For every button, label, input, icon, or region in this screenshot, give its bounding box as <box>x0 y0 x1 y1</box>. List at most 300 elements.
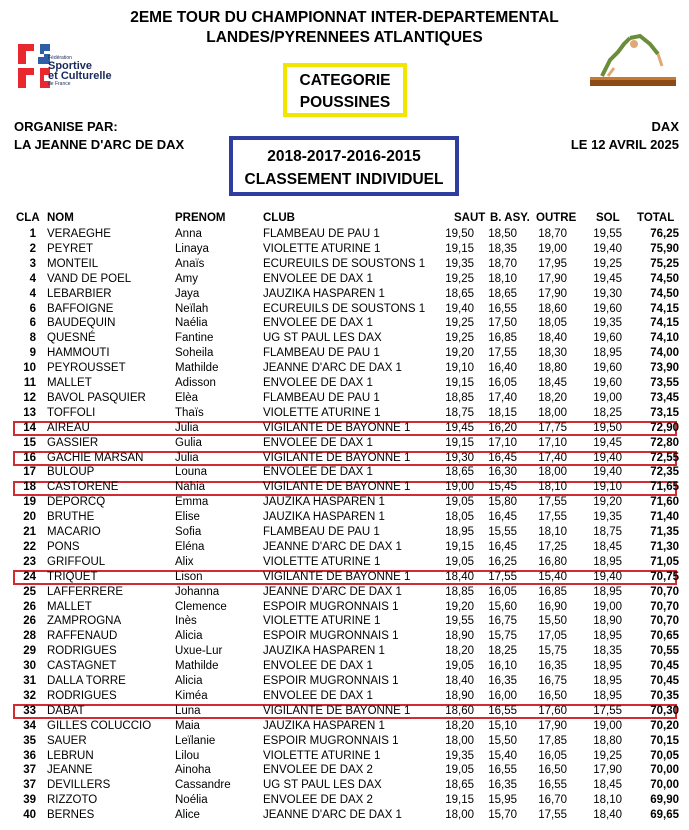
cell-prenom: Cassandre <box>175 779 231 792</box>
cell-outre: 16,05 <box>538 749 567 762</box>
cell-club: ENVOLEE DE DAX 1 <box>263 689 373 702</box>
cell-saut: 18,85 <box>445 391 474 404</box>
cell-saut: 18,75 <box>445 406 474 419</box>
cell-sol: 18,95 <box>593 660 622 673</box>
cell-prenom: Lison <box>175 570 203 583</box>
cell-barres: 18,25 <box>488 645 517 658</box>
cell-nom: TRIQUET <box>47 570 98 583</box>
cell-sol: 18,95 <box>593 675 622 687</box>
cell-sol: 18,90 <box>593 615 622 628</box>
cell-outre: 17,90 <box>538 272 567 285</box>
table-row <box>0 465 689 480</box>
cell-nom: LEBARBIER <box>47 287 112 300</box>
cell-rank: 26 <box>23 600 36 613</box>
col-sol: SOL <box>596 212 620 224</box>
table-row <box>0 287 689 302</box>
col-outre: OUTRE <box>536 212 577 224</box>
cell-club: JEANNE D'ARC DE DAX 1 <box>263 809 402 822</box>
cell-prenom: Nahia <box>175 481 206 494</box>
cell-outre: 18,80 <box>538 362 567 375</box>
cell-prenom: Fantine <box>175 332 214 345</box>
table-row <box>0 376 689 391</box>
table-row <box>0 614 689 629</box>
cell-club: VIGILANTE DE BAYONNE 1 <box>263 481 411 494</box>
cell-prenom: Lilou <box>175 749 200 762</box>
cell-prenom: Kiméa <box>175 689 208 702</box>
cell-saut: 19,45 <box>445 421 474 434</box>
cell-total: 70,00 <box>650 779 679 792</box>
cell-rank: 37 <box>23 764 36 777</box>
cell-sol: 19,00 <box>593 391 622 404</box>
cell-barres: 16,10 <box>488 660 517 673</box>
table-row <box>0 391 689 406</box>
cell-rank: 1 <box>29 228 36 240</box>
cell-total: 71,65 <box>650 481 679 494</box>
cell-nom: AIREAU <box>47 421 90 434</box>
cell-prenom: Eléna <box>175 540 205 553</box>
cell-saut: 19,15 <box>445 377 474 389</box>
cell-barres: 16,85 <box>488 332 517 345</box>
cell-barres: 18,50 <box>488 228 517 240</box>
table-row <box>0 793 689 808</box>
cell-barres: 16,40 <box>488 362 517 375</box>
cell-total: 70,45 <box>650 660 679 673</box>
cell-outre: 18,60 <box>538 302 567 315</box>
table-row <box>0 629 689 644</box>
table-row <box>0 436 689 451</box>
cell-saut: 19,15 <box>445 540 474 553</box>
cell-rank: 35 <box>23 734 36 747</box>
cell-barres: 16,75 <box>488 615 517 628</box>
cell-barres: 16,00 <box>488 689 517 702</box>
table-row <box>0 495 689 510</box>
table-row <box>0 451 689 466</box>
col-total: TOTAL <box>637 212 675 224</box>
cell-prenom: Amy <box>175 272 198 285</box>
cell-club: ECUREUILS DE SOUSTONS 1 <box>263 257 426 270</box>
cell-club: VIGILANTE DE BAYONNE 1 <box>263 704 411 717</box>
cell-outre: 15,75 <box>538 645 567 658</box>
cell-sol: 18,80 <box>593 734 622 747</box>
cell-saut: 19,05 <box>445 555 474 568</box>
cell-saut: 19,25 <box>445 332 474 345</box>
cell-total: 72,55 <box>650 451 679 464</box>
cell-nom: BAFFOIGNE <box>47 302 114 315</box>
cell-prenom: Uxue-Lur <box>175 645 223 658</box>
table-row <box>0 734 689 749</box>
cell-barres: 16,55 <box>488 764 517 777</box>
cell-outre: 15,50 <box>538 615 567 628</box>
table-row <box>0 480 689 495</box>
cell-prenom: Alicia <box>175 675 203 687</box>
years-box <box>229 136 459 196</box>
cell-outre: 18,05 <box>538 317 567 330</box>
cell-barres: 16,35 <box>488 675 517 687</box>
cell-nom: CASTAGNET <box>47 660 117 673</box>
cell-sol: 19,60 <box>593 332 622 345</box>
cell-outre: 17,90 <box>538 719 567 732</box>
cell-sol: 19,20 <box>593 496 622 509</box>
table-row <box>0 808 689 823</box>
cell-barres: 16,35 <box>488 779 517 792</box>
cell-total: 73,15 <box>650 406 679 419</box>
cell-sol: 17,55 <box>593 704 622 717</box>
cell-total: 70,05 <box>650 749 679 762</box>
cell-barres: 17,10 <box>488 436 517 449</box>
cell-total: 72,80 <box>650 436 679 449</box>
cell-prenom: Soheila <box>175 347 214 360</box>
table-row <box>0 272 689 287</box>
cell-sol: 19,60 <box>593 377 622 389</box>
cell-rank: 24 <box>23 570 36 583</box>
cell-outre: 16,50 <box>538 764 567 777</box>
cell-barres: 15,50 <box>488 734 517 747</box>
cell-sol: 18,95 <box>593 630 622 643</box>
category-box <box>283 63 407 117</box>
cell-club: ESPOIR MUGRONNAIS 1 <box>263 600 399 613</box>
cell-sol: 19,55 <box>593 228 622 240</box>
cell-outre: 17,60 <box>538 704 567 717</box>
category-name: POUSSINES <box>299 94 391 111</box>
category-label: CATEGORIE <box>299 72 391 89</box>
cell-total: 70,20 <box>650 719 679 732</box>
cell-total: 73,90 <box>650 362 679 375</box>
cell-rank: 12 <box>23 391 36 404</box>
cell-nom: BRUTHE <box>47 511 95 524</box>
cell-barres: 15,75 <box>488 630 517 643</box>
cell-outre: 18,70 <box>538 228 567 240</box>
cell-sol: 18,45 <box>593 779 622 792</box>
gymnast-beam-illustration <box>588 30 678 92</box>
cell-prenom: Adisson <box>175 377 216 389</box>
cell-saut: 19,35 <box>445 257 474 270</box>
cell-barres: 18,10 <box>488 272 517 285</box>
cell-nom: HAMMOUTI <box>47 347 110 360</box>
cell-club: VIOLETTE ATURINE 1 <box>263 615 381 628</box>
cell-nom: MONTEIL <box>47 257 99 270</box>
cell-outre: 18,10 <box>538 526 567 538</box>
cell-total: 71,40 <box>650 511 679 524</box>
cell-rank: 20 <box>23 511 36 524</box>
cell-rank: 40 <box>23 809 36 822</box>
cell-club: ESPOIR MUGRONNAIS 1 <box>263 734 399 747</box>
cell-outre: 17,05 <box>538 630 567 643</box>
cell-total: 70,35 <box>650 689 679 702</box>
cell-barres: 15,55 <box>488 526 517 538</box>
cell-prenom: Inès <box>175 615 197 628</box>
cell-sol: 18,10 <box>593 794 622 807</box>
cell-saut: 19,20 <box>445 347 474 360</box>
cell-nom: CASTORENE <box>47 481 119 494</box>
cell-nom: VERAEGHE <box>47 228 111 240</box>
cell-sol: 19,40 <box>593 451 622 464</box>
cell-barres: 17,55 <box>488 347 517 360</box>
cell-prenom: Naélia <box>175 317 208 330</box>
cell-barres: 15,45 <box>488 481 517 494</box>
cell-barres: 15,95 <box>488 794 517 807</box>
col-cla: CLA <box>16 212 40 224</box>
cell-total: 71,60 <box>650 496 679 509</box>
cell-outre: 18,20 <box>538 391 567 404</box>
table-row <box>0 540 689 555</box>
cell-prenom: Linaya <box>175 242 209 255</box>
table-row <box>0 421 689 436</box>
cell-rank: 39 <box>23 794 36 807</box>
cell-prenom: Clemence <box>175 600 227 613</box>
cell-rank: 37 <box>23 779 36 792</box>
cell-club: ENVOLEE DE DAX 2 <box>263 794 373 807</box>
cell-rank: 13 <box>23 406 36 419</box>
cell-nom: DALLA TORRE <box>47 675 126 687</box>
cell-saut: 19,05 <box>445 496 474 509</box>
cell-barres: 18,65 <box>488 287 517 300</box>
cell-rank: 2 <box>29 242 36 255</box>
table-row <box>0 257 689 272</box>
cell-total: 70,70 <box>650 585 679 598</box>
cell-rank: 30 <box>23 660 36 673</box>
cell-nom: LEBRUN <box>47 749 94 762</box>
cell-sol: 19,60 <box>593 362 622 375</box>
cell-sol: 19,35 <box>593 511 622 524</box>
cell-prenom: Leïlanie <box>175 734 216 747</box>
table-row <box>0 570 689 585</box>
cell-sol: 19,30 <box>593 287 622 300</box>
cell-prenom: Johanna <box>175 585 220 598</box>
cell-club: VIGILANTE DE BAYONNE 1 <box>263 570 411 583</box>
cell-barres: 16,30 <box>488 466 517 479</box>
cell-sol: 18,75 <box>593 526 622 538</box>
table-row <box>0 510 689 525</box>
cell-nom: BULOUP <box>47 466 95 479</box>
cell-total: 72,35 <box>650 466 679 479</box>
cell-barres: 16,55 <box>488 302 517 315</box>
cell-club: ESPOIR MUGRONNAIS 1 <box>263 630 399 643</box>
cell-saut: 18,65 <box>445 287 474 300</box>
cell-saut: 18,05 <box>445 511 474 524</box>
cell-nom: LAFFERRERE <box>47 585 124 598</box>
table-row <box>0 749 689 764</box>
cell-saut: 18,20 <box>445 719 474 732</box>
cell-total: 75,25 <box>650 257 679 270</box>
cell-club: ENVOLEE DE DAX 1 <box>263 272 373 285</box>
cell-nom: VAND DE POEL <box>47 272 132 285</box>
cell-nom: JEANNE <box>47 764 93 777</box>
cell-rank: 21 <box>23 526 36 538</box>
cell-rank: 25 <box>23 585 36 598</box>
cell-saut: 19,30 <box>445 451 474 464</box>
organiser-name: LA JEANNE D'ARC DE DAX <box>14 137 185 152</box>
table-row <box>0 302 689 317</box>
cell-rank: 17 <box>23 466 36 479</box>
cell-nom: SAUER <box>47 734 87 747</box>
cell-total: 74,15 <box>650 317 679 330</box>
cell-sol: 18,45 <box>593 540 622 553</box>
cell-saut: 18,90 <box>445 689 474 702</box>
cell-nom: MACARIO <box>47 526 101 538</box>
cell-rank: 31 <box>23 675 36 687</box>
cell-total: 76,25 <box>650 228 679 240</box>
cell-rank: 33 <box>23 704 36 717</box>
cell-saut: 18,40 <box>445 570 474 583</box>
cell-club: ENVOLEE DE DAX 1 <box>263 377 373 389</box>
table-row <box>0 719 689 734</box>
cell-nom: BAVOL PASQUIER <box>47 391 146 404</box>
cell-rank: 26 <box>23 615 36 628</box>
table-row <box>0 242 689 257</box>
cell-barres: 17,50 <box>488 317 517 330</box>
cell-total: 70,70 <box>650 600 679 613</box>
cell-barres: 16,20 <box>488 421 517 434</box>
cell-barres: 18,15 <box>488 406 517 419</box>
ranking-type: CLASSEMENT INDIVIDUEL <box>244 171 444 188</box>
cell-outre: 18,45 <box>538 377 567 389</box>
cell-rank: 34 <box>23 719 36 732</box>
cell-club: ECUREUILS DE SOUSTONS 1 <box>263 302 426 315</box>
table-row <box>0 644 689 659</box>
table-row <box>0 346 689 361</box>
cell-club: FLAMBEAU DE PAU 1 <box>263 228 380 240</box>
cell-outre: 17,10 <box>538 436 567 449</box>
cell-sol: 19,45 <box>593 436 622 449</box>
title-line-1: 2EME TOUR DU CHAMPIONNAT INTER-DEPARTEMENTAL <box>130 9 559 26</box>
cell-club: ENVOLEE DE DAX 1 <box>263 317 373 330</box>
col-nom: NOM <box>47 212 74 224</box>
cell-rank: 15 <box>23 436 36 449</box>
cell-outre: 16,55 <box>538 779 567 792</box>
cell-saut: 19,55 <box>445 615 474 628</box>
cell-saut: 19,25 <box>445 272 474 285</box>
col-barres: B. ASY. <box>490 212 530 224</box>
cell-saut: 19,15 <box>445 436 474 449</box>
cell-nom: DEPORCQ <box>47 496 106 509</box>
cell-rank: 8 <box>29 332 36 345</box>
competition-date: LE 12 AVRIL 2025 <box>570 137 679 152</box>
cell-total: 74,50 <box>650 287 679 300</box>
col-prenom: PRENOM <box>175 212 226 224</box>
cell-saut: 18,00 <box>445 734 474 747</box>
table-row <box>0 585 689 600</box>
cell-outre: 16,35 <box>538 660 567 673</box>
cell-club: JEANNE D'ARC DE DAX 1 <box>263 540 402 553</box>
cell-total: 69,90 <box>650 794 679 807</box>
table-row <box>0 361 689 376</box>
cell-club: VIOLETTE ATURINE 1 <box>263 406 381 419</box>
cell-nom: GRIFFOUL <box>47 555 106 568</box>
cell-sol: 18,95 <box>593 689 622 702</box>
cell-barres: 16,25 <box>488 555 517 568</box>
cell-club: VIGILANTE DE BAYONNE 1 <box>263 421 411 434</box>
table-row <box>0 689 689 704</box>
cell-club: VIOLETTE ATURINE 1 <box>263 749 381 762</box>
cell-nom: MALLET <box>47 600 92 613</box>
cell-club: JEANNE D'ARC DE DAX 1 <box>263 362 402 375</box>
cell-barres: 18,35 <box>488 242 517 255</box>
cell-club: JAUZIKA HASPAREN 1 <box>263 645 385 658</box>
cell-total: 71,05 <box>650 555 679 568</box>
table-row <box>0 778 689 793</box>
cell-outre: 18,40 <box>538 332 567 345</box>
cell-prenom: Anaïs <box>175 257 205 270</box>
cell-club: ENVOLEE DE DAX 2 <box>263 764 373 777</box>
cell-rank: 36 <box>23 749 36 762</box>
cell-barres: 16,45 <box>488 540 517 553</box>
table-row <box>0 674 689 689</box>
cell-total: 70,70 <box>650 615 679 628</box>
table-row <box>0 406 689 421</box>
cell-sol: 19,40 <box>593 242 622 255</box>
ffsc-logo-text: Fédération Sportive et Culturelle de France <box>48 55 112 87</box>
cell-rank: 28 <box>23 630 36 643</box>
cell-rank: 3 <box>29 257 36 270</box>
cell-rank: 4 <box>29 272 36 285</box>
cell-prenom: Luna <box>175 704 201 717</box>
cell-prenom: Ainoha <box>175 764 211 777</box>
cell-outre: 16,50 <box>538 689 567 702</box>
cell-prenom: Sofia <box>175 526 202 538</box>
cell-total: 73,55 <box>650 377 679 389</box>
cell-sol: 18,25 <box>593 406 622 419</box>
cell-club: UG ST PAUL LES DAX <box>263 779 382 792</box>
cell-saut: 19,05 <box>445 660 474 673</box>
cell-outre: 17,55 <box>538 511 567 524</box>
cell-barres: 15,10 <box>488 719 517 732</box>
cell-sol: 19,35 <box>593 317 622 330</box>
cell-sol: 19,50 <box>593 421 622 434</box>
cell-total: 74,50 <box>650 272 679 285</box>
cell-nom: BERNES <box>47 809 95 822</box>
cell-saut: 18,00 <box>445 809 474 822</box>
cell-saut: 19,15 <box>445 242 474 255</box>
city: DAX <box>651 119 679 134</box>
cell-rank: 6 <box>29 317 36 330</box>
cell-nom: PEYRET <box>47 242 94 255</box>
cell-total: 69,65 <box>650 809 679 822</box>
cell-saut: 18,65 <box>445 779 474 792</box>
cell-total: 72,90 <box>650 421 679 434</box>
cell-saut: 19,40 <box>445 302 474 315</box>
cell-total: 71,35 <box>650 526 679 538</box>
cell-outre: 16,90 <box>538 600 567 613</box>
cell-saut: 19,05 <box>445 764 474 777</box>
cell-prenom: Jaya <box>175 287 200 300</box>
cell-rank: 16 <box>23 451 36 464</box>
cell-sol: 18,40 <box>593 809 622 822</box>
cell-nom: MALLET <box>47 377 92 389</box>
cell-total: 70,55 <box>650 645 679 658</box>
cell-barres: 16,45 <box>488 451 517 464</box>
cell-total: 74,10 <box>650 332 679 345</box>
table-row <box>0 227 689 242</box>
cell-nom: RODRIGUES <box>47 689 117 702</box>
cell-sol: 19,40 <box>593 466 622 479</box>
organiser-label: ORGANISE PAR: <box>14 119 118 134</box>
cell-outre: 17,75 <box>538 421 567 434</box>
cell-prenom: Julia <box>175 421 199 434</box>
cell-prenom: Mathilde <box>175 362 219 375</box>
cell-saut: 19,35 <box>445 749 474 762</box>
cell-barres: 16,05 <box>488 585 517 598</box>
cell-outre: 15,40 <box>538 570 567 583</box>
cell-prenom: Maia <box>175 719 200 732</box>
col-club: CLUB <box>263 212 295 224</box>
cell-club: ENVOLEE DE DAX 1 <box>263 466 373 479</box>
cell-sol: 19,40 <box>593 570 622 583</box>
cell-club: JAUZIKA HASPAREN 1 <box>263 511 385 524</box>
cell-prenom: Anna <box>175 228 202 240</box>
cell-club: FLAMBEAU DE PAU 1 <box>263 347 380 360</box>
cell-nom: QUESNÉ <box>47 332 96 345</box>
cell-rank: 32 <box>23 689 36 702</box>
